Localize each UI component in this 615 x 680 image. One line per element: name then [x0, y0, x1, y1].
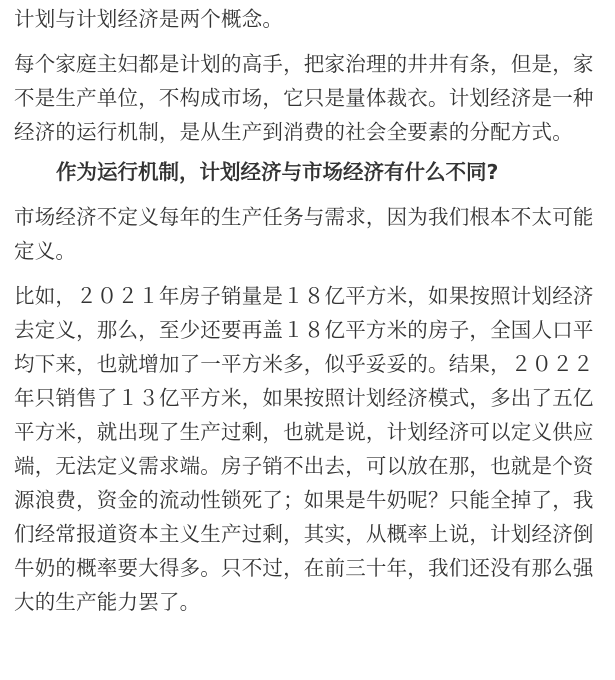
paragraph-1: 计划与计划经济是两个概念。 — [14, 7, 284, 31]
paragraph-3: 市场经济不定义每年的生产任务与需求，因为我们根本不太可能定义。 — [14, 205, 594, 263]
section-heading: 作为运行机制，计划经济与市场经济有什么不同? — [56, 160, 499, 184]
paragraph-2: 每个家庭主妇都是计划的高手，把家治理的井井有条，但是，家不是生产单位，不构成市场，它只是量体裁衣。计划经济是一种经济的运行机制，是从生产到消费的社会全要素的分配方式。 — [14, 52, 594, 144]
paragraph-4: 比如，２０２１年房子销量是１８亿平方米，如果按照计划经济去定义，那么，至少还要再盖１８亿平方米的房子，全国人口平均下来，也就增加了一平方米多，似乎妥妥的。结果，２０２２年只销售了１３亿平方米，如果按照计划经济模式，多出了五亿平方米，就出现了生产过剩，也就是说，计划经济可以定义供应端，无法定义需求端。房子销不出去，可以放在那，也就是个资源浪费，资金的流动性锁死了；如果是牛奶呢？只能全掉了，我们经常报道资本主义生产过剩，其实，从概率上说，计划经济倒牛奶的概率要大得多。只不过，在前三十年，我们还没有那么强大的生产能力罢了。 — [14, 284, 594, 614]
